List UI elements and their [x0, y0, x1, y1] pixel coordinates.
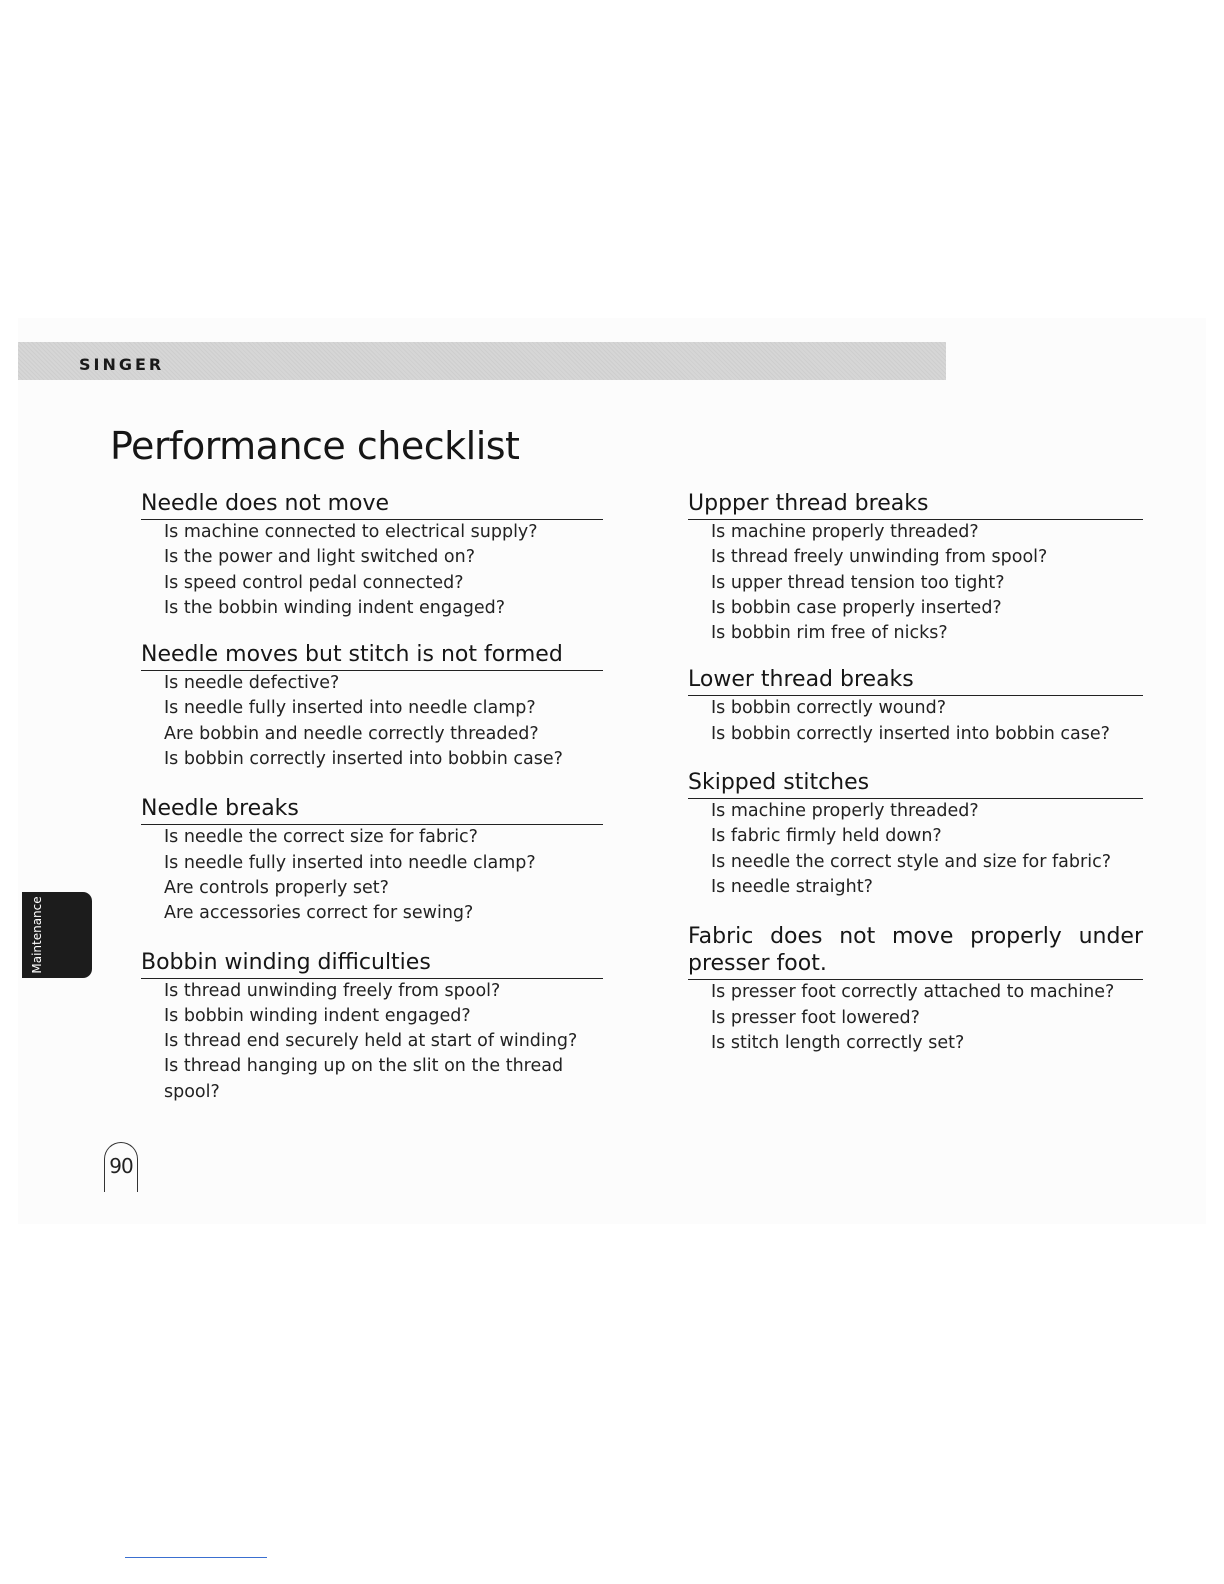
page-number-badge [104, 1142, 138, 1192]
question-item: Is bobbin correctly inserted into bobbin case? [711, 723, 1110, 744]
question-item: Is needle fully inserted into needle clamp? [164, 698, 536, 719]
page-number: 90 [109, 1154, 133, 1178]
question-item: Is bobbin rim free of nicks? [711, 623, 948, 644]
question-list [688, 696, 1143, 747]
question-item: Is upper thread tension too tight? [711, 572, 1005, 593]
checklist-section [688, 923, 1143, 1056]
section-tab-label: Maintenance [30, 896, 44, 974]
question-item: Is machine properly threaded? [711, 522, 979, 542]
question-list [688, 799, 1143, 900]
section-title: Needle breaks [141, 795, 603, 825]
checklist-section [688, 769, 1143, 900]
question-list [141, 520, 603, 621]
question-item: Is stitch length correctly set? [711, 1032, 965, 1053]
question-item: Is needle straight? [711, 876, 873, 897]
question-item: Is machine connected to electrical supply? [164, 522, 538, 542]
question-item: Is bobbin case properly inserted? [711, 597, 1002, 618]
brand-logo: SINGER [79, 355, 165, 374]
question-item: Is thread unwinding freely from spool? [164, 980, 501, 1001]
question-item: Are bobbin and needle correctly threaded? [164, 723, 539, 744]
checklist-section [141, 795, 603, 926]
section-title: Lower thread breaks [688, 666, 1143, 696]
question-list [688, 520, 1143, 646]
question-item: Is needle the correct style and size for fabric? [711, 851, 1111, 872]
section-title: Fabric does not move properly under presser foot. [688, 923, 1143, 980]
question-list [141, 671, 603, 772]
section-title: Needle moves but stitch is not formed [141, 641, 603, 671]
question-item: Is the bobbin winding indent engaged? [164, 597, 505, 618]
section-title: Needle does not move [141, 490, 603, 520]
right-column [688, 490, 1143, 1056]
checklist-section [688, 490, 1143, 646]
question-item: Is machine properly threaded? [711, 801, 979, 822]
question-item: Are accessories correct for sewing? [164, 903, 474, 924]
question-item: Is fabric firmly held down? [711, 826, 942, 847]
question-item: Is bobbin correctly inserted into bobbin case? [164, 749, 563, 770]
question-item: Is needle fully inserted into needle clamp? [164, 852, 536, 873]
question-item: Is presser foot correctly attached to machine? [711, 982, 1115, 1003]
section-title: Skipped stitches [688, 769, 1143, 799]
section-tab [22, 892, 92, 978]
question-item: Is thread hanging up on the slit on the thread spool? [164, 1056, 564, 1102]
question-list [141, 825, 603, 926]
checklist-section [688, 666, 1143, 747]
question-item: Is needle the correct size for fabric? [164, 827, 478, 848]
question-item: Is speed control pedal connected? [164, 572, 464, 593]
left-column [141, 490, 603, 1105]
question-list [141, 979, 603, 1105]
footer-rule [125, 1557, 267, 1558]
question-item: Is bobbin correctly wound? [711, 698, 947, 719]
checklist-section [141, 490, 603, 621]
section-title: Uppper thread breaks [688, 490, 1143, 520]
section-title: Bobbin winding difficulties [141, 949, 603, 979]
question-list [688, 980, 1143, 1056]
question-item: Is presser foot lowered? [711, 1007, 920, 1028]
question-item: Are controls properly set? [164, 877, 389, 898]
page-title: Performance checklist [110, 424, 520, 468]
question-item: Is bobbin winding indent engaged? [164, 1005, 471, 1026]
question-item: Is thread end securely held at start of winding? [164, 1031, 578, 1052]
question-item: Is needle defective? [164, 673, 340, 694]
question-item: Is the power and light switched on? [164, 547, 476, 568]
checklist-section [141, 949, 603, 1105]
question-item: Is thread freely unwinding from spool? [711, 547, 1048, 568]
checklist-section [141, 641, 603, 772]
